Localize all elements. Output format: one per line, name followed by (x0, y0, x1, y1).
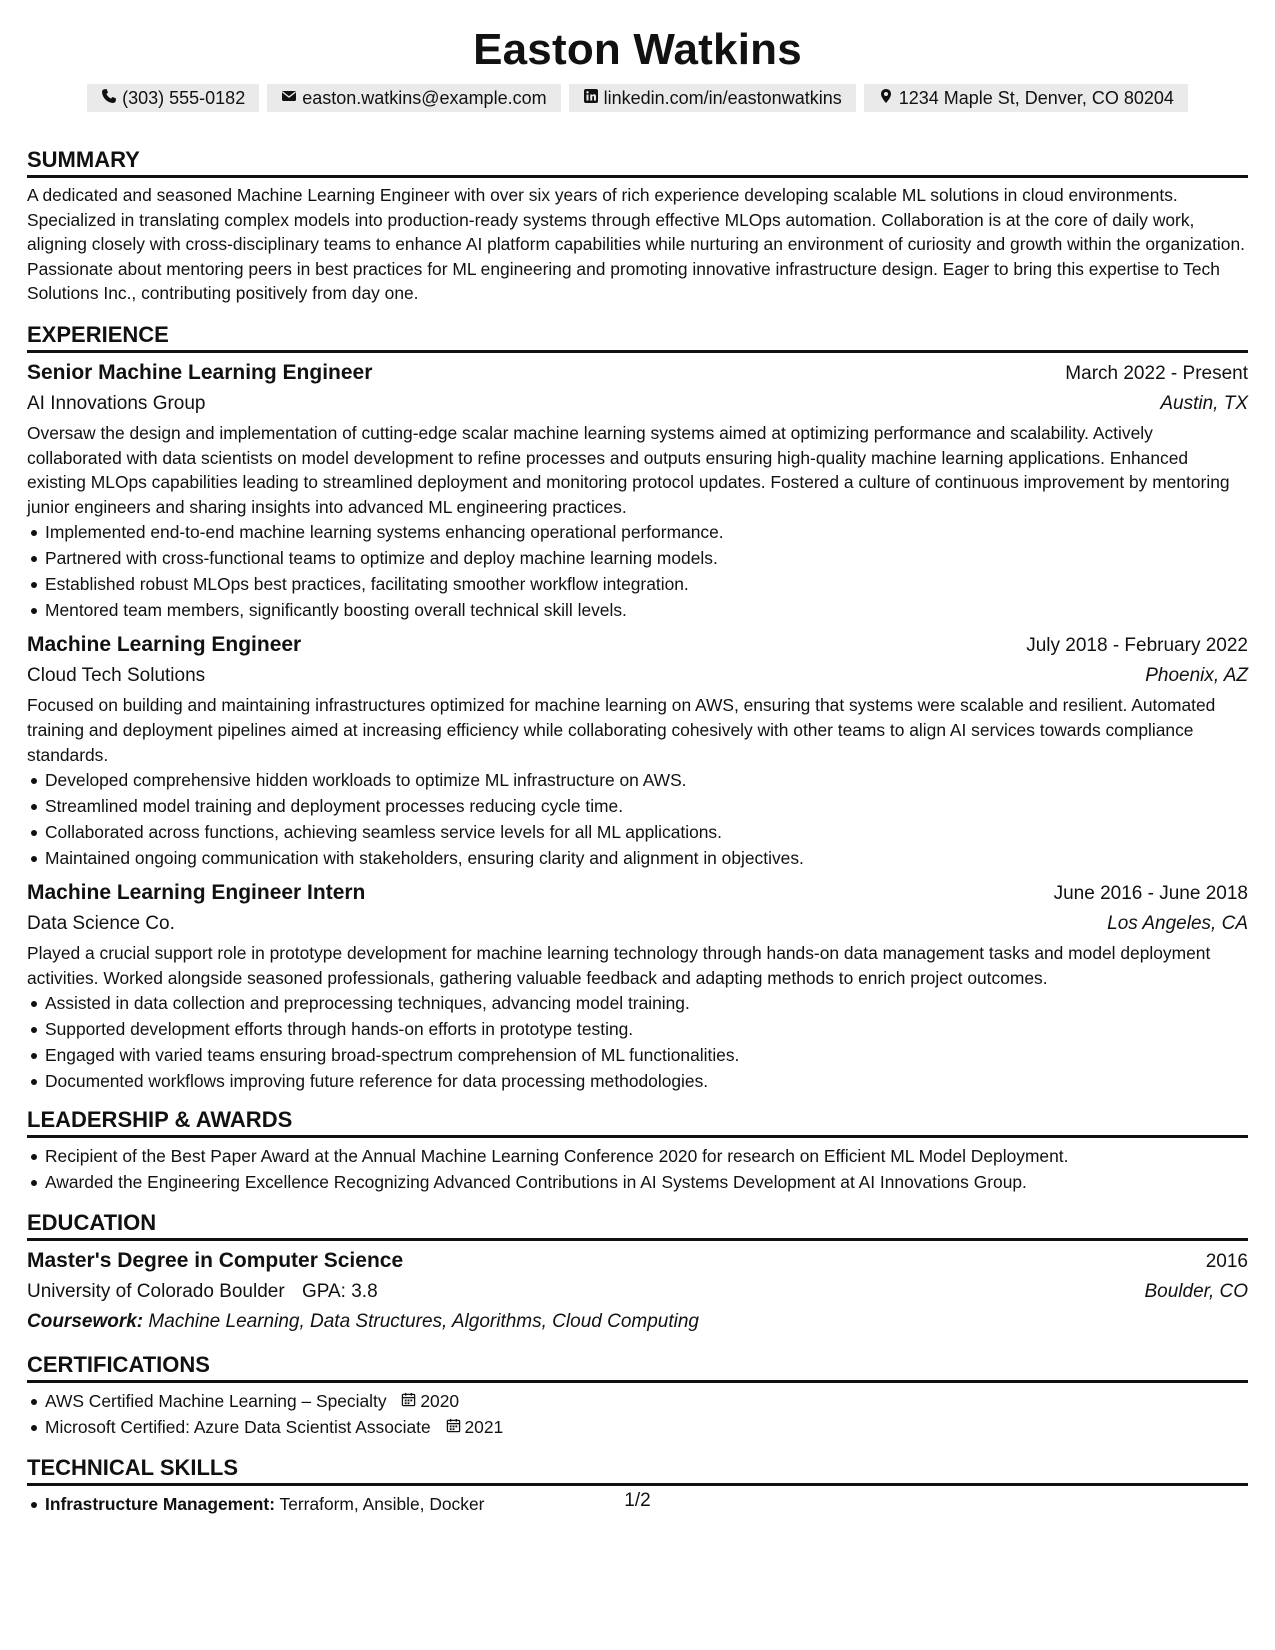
job-title: Machine Learning Engineer Intern (27, 881, 366, 905)
job-dates: July 2018 - February 2022 (1026, 635, 1248, 657)
job-company: Data Science Co. (27, 913, 175, 935)
job-bullets (27, 767, 1248, 871)
certification-year: 2020 (420, 1391, 460, 1412)
awards-list (27, 1143, 1248, 1195)
experience-section (27, 321, 1248, 1094)
job-company: AI Innovations Group (27, 392, 206, 414)
skill-value: Terraform, Ansible, Docker (279, 1494, 485, 1515)
leadership-section (27, 1106, 1248, 1195)
contact-address[interactable] (864, 84, 1188, 112)
school-location: Boulder, CO (1144, 1281, 1248, 1303)
contact-linkedin[interactable] (569, 84, 856, 112)
list-item (27, 1388, 1248, 1414)
leadership-heading: LEADERSHIP & AWARDS (27, 1106, 1248, 1138)
job-entry (27, 630, 1248, 871)
list-item: Streamlined model training and deployment processes reducing cycle time. (27, 793, 1248, 819)
job-entry (27, 358, 1248, 623)
contact-email[interactable] (267, 84, 560, 112)
contact-phone[interactable] (87, 84, 259, 112)
job-title: Machine Learning Engineer (27, 633, 302, 657)
job-title: Senior Machine Learning Engineer (27, 360, 373, 384)
contact-linkedin-text: linkedin.com/in/eastonwatkins (603, 87, 842, 108)
skill-label: Infrastructure Management: (45, 1494, 275, 1515)
list-item: Established robust MLOps best practices, facilitating smoother workflow integration. (27, 571, 1248, 597)
job-location: Los Angeles, CA (1107, 913, 1248, 935)
summary-section (27, 146, 1248, 306)
certifications-heading: CERTIFICATIONS (27, 1351, 1248, 1383)
phone-icon (101, 88, 117, 109)
contact-email-text: easton.watkins@example.com (302, 87, 547, 108)
list-item: Engaged with varied teams ensuring broad-spectrum comprehension of ML functionalities. (27, 1042, 1248, 1068)
list-item: Assisted in data collection and preprocessing techniques, advancing model training. (27, 990, 1248, 1016)
job-dates: March 2022 - Present (1065, 362, 1248, 384)
coursework-list: Machine Learning, Data Structures, Algorithms, Cloud Computing (148, 1311, 699, 1333)
certification-name: Microsoft Certified: Azure Data Scientist Associate (45, 1417, 431, 1438)
certification-name: AWS Certified Machine Learning – Specialty (45, 1391, 387, 1412)
list-item: Developed comprehensive hidden workloads to optimize ML infrastructure on AWS. (27, 767, 1248, 793)
certification-year: 2021 (464, 1417, 504, 1438)
contact-phone-text: (303) 555-0182 (122, 87, 246, 108)
graduation-year: 2016 (1205, 1251, 1248, 1273)
job-dates: June 2016 - June 2018 (1053, 883, 1248, 905)
job-location: Austin, TX (1160, 392, 1248, 414)
list-item: Collaborated across functions, achieving seamless service levels for all ML applications. (27, 819, 1248, 845)
summary-text: A dedicated and seasoned Machine Learning Engineer with over six years of rich experience developing scalable ML solutions in cloud environments. Specialized in translating complex models into production-ready systems through effective MLOps automation. Collaboration is at the core of daily work, aligning closely with cross-disciplinary teams to enhance AI platform capabilities while nurturing an environment of curiosity and growth within the organization. Passionate about mentoring peers in best practices for ML engineering and promoting innovative infrastructure design. Eager to bring this expertise to Tech Solutions Inc., contributing positively from day one. (27, 185, 1245, 304)
education-heading: EDUCATION (27, 1209, 1248, 1241)
list-item: Implemented end-to-end machine learning systems enhancing operational performance. (27, 519, 1248, 545)
certifications-list (27, 1388, 1248, 1440)
envelope-icon (281, 88, 297, 109)
candidate-name: Easton Watkins (473, 25, 802, 74)
job-description: Played a crucial support role in prototype development for machine learning technology through hands-on data management tasks and model deployment activities. Worked alongside seasoned professionals, gathering valuable feedback and adapting methods to enrich project outcomes. (27, 943, 1211, 988)
certifications-section (27, 1351, 1248, 1440)
job-description: Oversaw the design and implementation of cutting-edge scalar machine learning systems aimed at optimizing performance and scalability. Actively collaborated with data scientists on model development to refine processes and outputs ensuring high-quality machine learning applications. Enhanced existing MLOps capabilities leading to streamlined deployment and monitoring protocol updates. Fostered a culture of continuous improvement by mentoring junior engineers and sharing insights into advanced ML engineering practices. (27, 422, 1230, 517)
linkedin-icon (583, 88, 599, 109)
calendar-icon (401, 1388, 416, 1414)
coursework (27, 1307, 1248, 1337)
job-bullets (27, 519, 1248, 623)
contact-address-text: 1234 Maple St, Denver, CO 80204 (898, 87, 1174, 108)
list-item: Awarded the Engineering Excellence Recognizing Advanced Contributions in AI Systems Development at AI Innovations Group. (27, 1169, 1248, 1195)
list-item: Maintained ongoing communication with stakeholders, ensuring clarity and alignment in objectives. (27, 845, 1248, 871)
list-item: Supported development efforts through hands-on efforts in prototype testing. (27, 1016, 1248, 1042)
list-item: Partnered with cross-functional teams to optimize and deploy machine learning models. (27, 545, 1248, 571)
job-description: Focused on building and maintaining infrastructures optimized for machine learning on AWS, ensuring that systems were scalable and resilient. Automated training and deployment pipelines aimed at increasing efficiency while collaborating cohesively with other teams to align AI services towards compliance standards. (27, 695, 1216, 765)
list-item (27, 1414, 1248, 1440)
job-bullets (27, 990, 1248, 1094)
coursework-label: Coursework: (27, 1311, 144, 1333)
list-item: Documented workflows improving future reference for data processing methodologies. (27, 1068, 1248, 1094)
education-section (27, 1209, 1248, 1337)
calendar-icon (446, 1414, 461, 1440)
job-company: Cloud Tech Solutions (27, 665, 206, 687)
gpa: GPA: 3.8 (301, 1281, 378, 1303)
list-item: Mentored team members, significantly boosting overall technical skill levels. (27, 597, 1248, 623)
degree-title: Master's Degree in Computer Science (27, 1249, 404, 1273)
school-name: University of Colorado Boulder (27, 1281, 285, 1303)
experience-heading: EXPERIENCE (27, 321, 1248, 353)
summary-heading: SUMMARY (27, 146, 1248, 178)
map-pin-icon (878, 88, 894, 109)
skills-heading: TECHNICAL SKILLS (27, 1454, 1248, 1486)
job-location: Phoenix, AZ (1145, 665, 1248, 687)
list-item: Recipient of the Best Paper Award at the Annual Machine Learning Conference 2020 for research on Efficient ML Model Deployment. (27, 1143, 1248, 1169)
contact-bar (27, 84, 1248, 112)
page-number: 1/2 (624, 1490, 651, 1511)
job-entry (27, 878, 1248, 1094)
